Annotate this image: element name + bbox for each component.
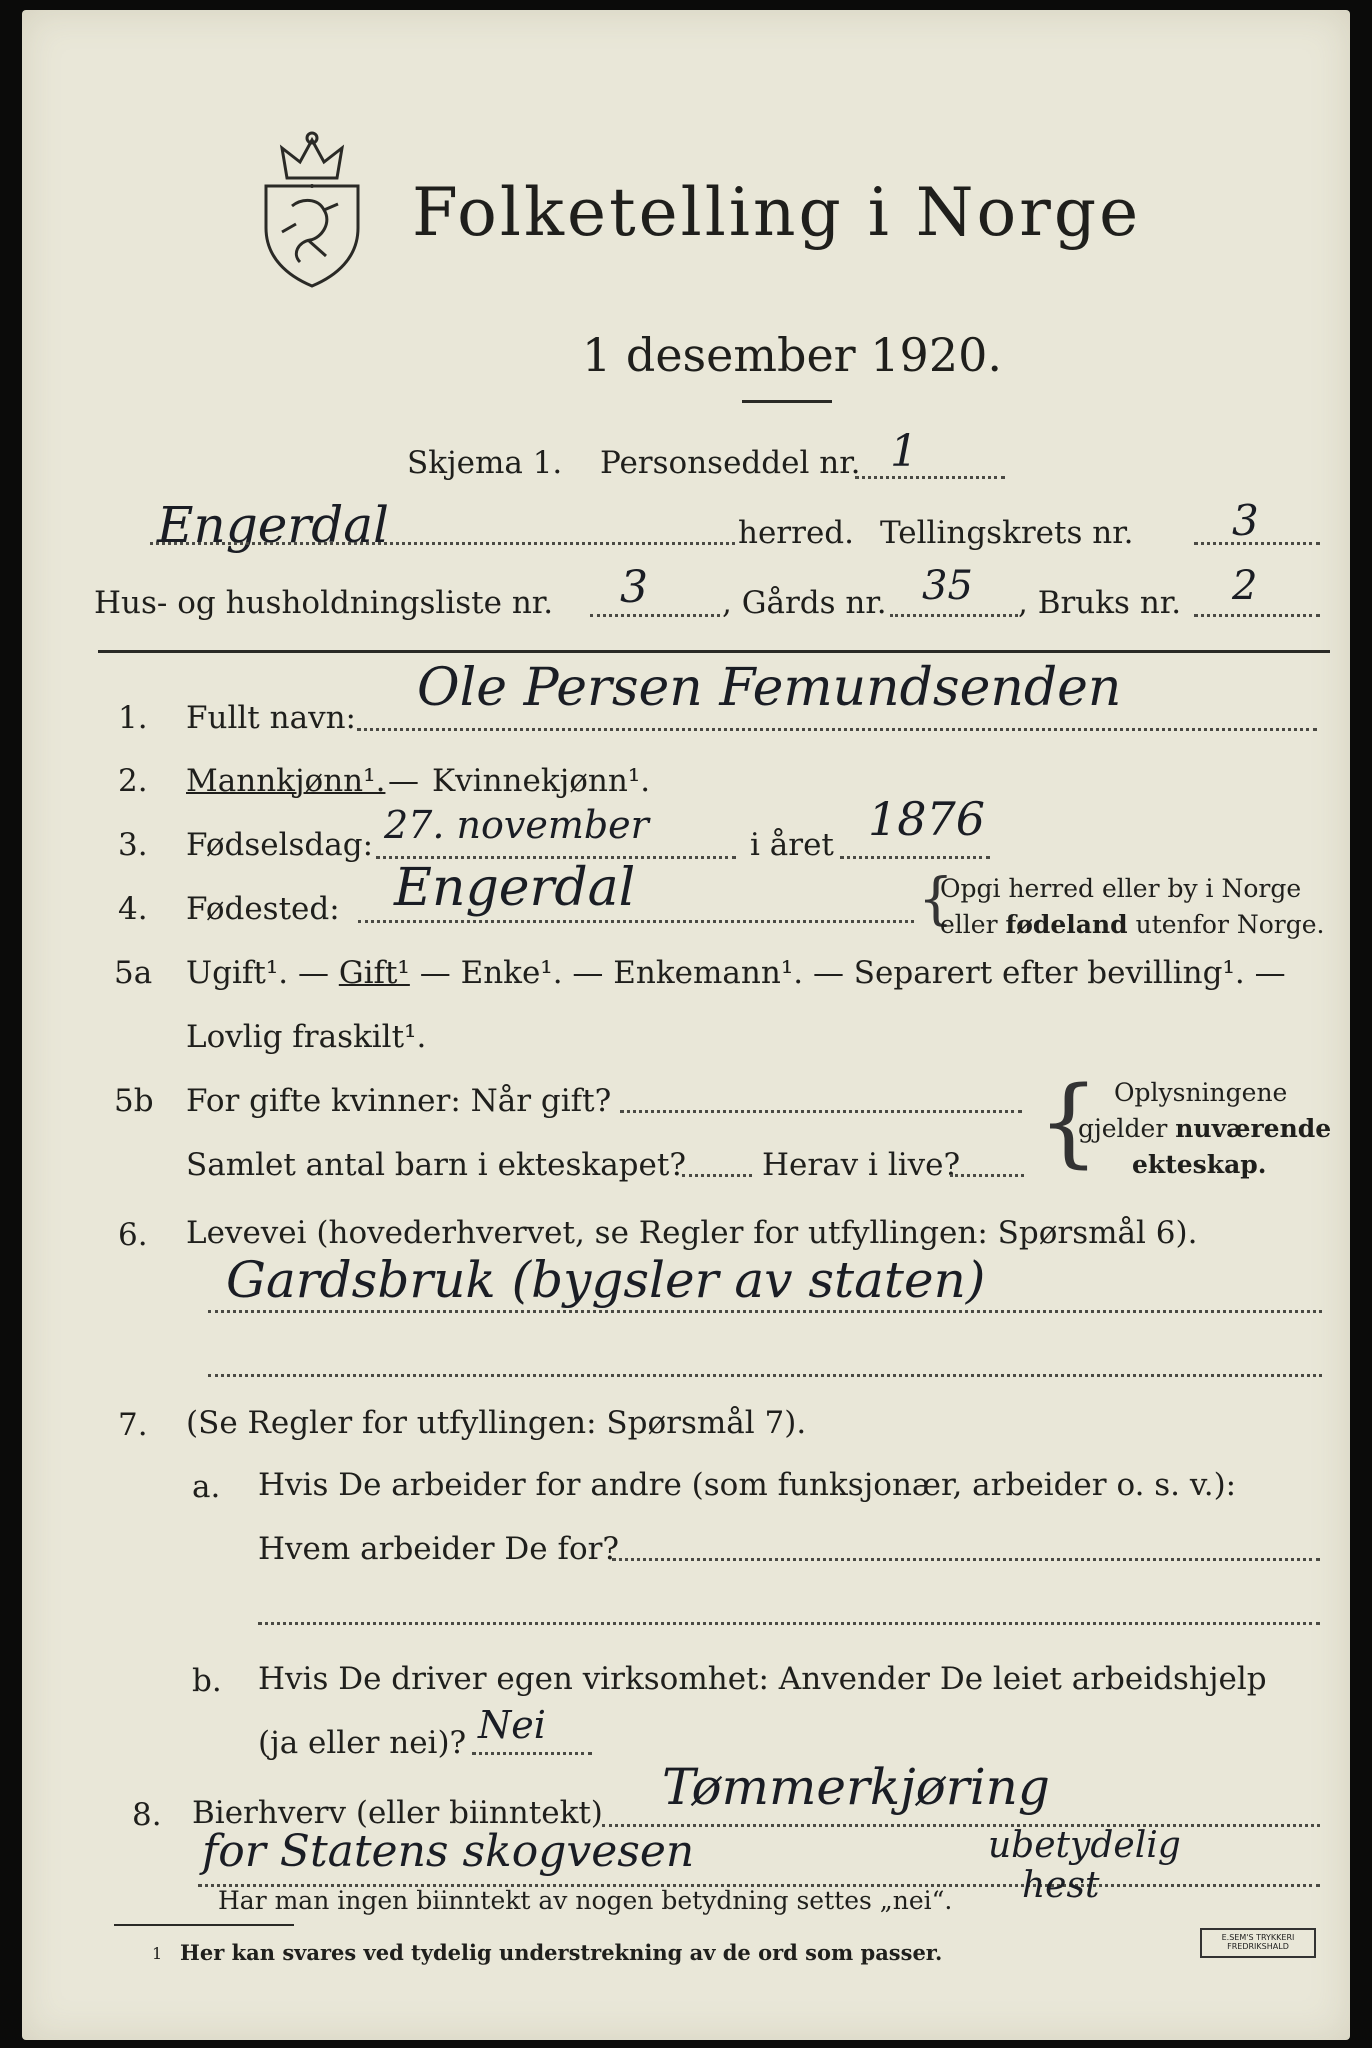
personseddel-value: 1 bbox=[890, 426, 918, 477]
q7b-value: Nei bbox=[478, 1703, 546, 1747]
q7a-text: Hvis De arbeider for andre (som funksjonær, arbeider o. s. v.): bbox=[258, 1467, 1237, 1503]
q8-number: 8. bbox=[132, 1797, 162, 1833]
q2-female: Kvinnekjønn¹. bbox=[432, 763, 651, 799]
census-form-page bbox=[22, 10, 1350, 2040]
norway-coat-of-arms-icon bbox=[252, 128, 372, 290]
skjema-label: Skjema 1. bbox=[407, 445, 563, 481]
form-date: 1 desember 1920. bbox=[582, 328, 1002, 382]
q5b-line1: For gifte kvinner: Når gift? bbox=[186, 1083, 612, 1119]
q2-sep: — bbox=[388, 763, 419, 799]
husliste-value: 3 bbox=[620, 562, 648, 613]
q3-year-label: i året bbox=[750, 827, 834, 863]
q8-value-2: for Statens skogvesen bbox=[202, 1826, 695, 1877]
q7b-line bbox=[472, 1752, 592, 1755]
q7-number: 7. bbox=[118, 1407, 148, 1443]
herred-line bbox=[150, 542, 735, 545]
q8-label: Bierhverv (eller biinntekt) bbox=[192, 1795, 603, 1831]
q5b-note-1: Oplysningene bbox=[1114, 1078, 1288, 1107]
q7b-question: (ja eller nei)? bbox=[258, 1725, 467, 1761]
q6-line-2 bbox=[208, 1374, 1322, 1377]
q4-line bbox=[358, 920, 914, 923]
q6-value: Gardsbruk (bygsler av staten) bbox=[226, 1251, 986, 1309]
footnote-mark: 1 bbox=[152, 1944, 163, 1963]
q1-value: Ole Persen Femundsenden bbox=[417, 658, 1122, 718]
q7a-letter: a. bbox=[192, 1469, 221, 1505]
bruks-label: , Bruks nr. bbox=[1018, 585, 1182, 621]
q5b-note-2: gjelder nuværende bbox=[1078, 1114, 1332, 1143]
herred-label: herred. bbox=[738, 515, 854, 551]
husliste-line bbox=[590, 614, 720, 617]
q5b-brace: { bbox=[1038, 1066, 1100, 1178]
q4-brace: { bbox=[918, 867, 954, 932]
q7b-letter: b. bbox=[192, 1663, 222, 1699]
form-title: Folketelling i Norge bbox=[412, 174, 1142, 251]
q6-number: 6. bbox=[118, 1217, 148, 1253]
q4-number: 4. bbox=[118, 891, 148, 927]
q1-line bbox=[357, 728, 1317, 731]
q7a-question: Hvem arbeider De for? bbox=[258, 1531, 620, 1567]
q1-label: Fullt navn: bbox=[186, 700, 356, 736]
q7a-line-2 bbox=[258, 1622, 1320, 1625]
q3-year-line bbox=[840, 856, 990, 859]
q7b-text: Hvis De driver egen virksomhet: Anvender De leiet arbeidshjelp bbox=[258, 1661, 1267, 1697]
printer-line-1: E.SEM'S TRYKKERI bbox=[1221, 1933, 1295, 1943]
gards-value: 35 bbox=[922, 563, 973, 609]
q4-value: Engerdal bbox=[394, 858, 636, 918]
printer-line-2: FREDRIKSHALD bbox=[1227, 1942, 1289, 1951]
title-divider bbox=[742, 400, 832, 403]
q8-value-4: hest bbox=[1022, 1865, 1100, 1906]
q5b-line1-fill bbox=[620, 1110, 1022, 1113]
gards-label: , Gårds nr. bbox=[722, 585, 887, 621]
q4-note-1: Opgi herred eller by i Norge bbox=[940, 874, 1302, 903]
q6-label: Levevei (hovederhvervet, se Regler for utfyllingen: Spørsmål 6). bbox=[186, 1215, 1198, 1251]
q2-male: Mannkjønn¹. bbox=[186, 763, 386, 799]
q5b-note-3: ekteskap. bbox=[1132, 1150, 1267, 1179]
q5a-gift: Gift¹ bbox=[338, 955, 410, 991]
q5a-line2: Lovlig fraskilt¹. bbox=[186, 1019, 427, 1055]
q5b-herav-fill bbox=[950, 1174, 1024, 1177]
q5a-number: 5a bbox=[114, 955, 153, 991]
q4-label: Fødested: bbox=[186, 891, 340, 927]
footnote-divider bbox=[114, 1924, 294, 1926]
q3-year-value: 1876 bbox=[868, 792, 986, 846]
q3-label: Fødselsdag: bbox=[186, 827, 374, 863]
printer-stamp bbox=[1200, 1928, 1316, 1958]
q5b-line2: Samlet antal barn i ekteskapet? bbox=[186, 1147, 686, 1183]
q7-label: (Se Regler for utfyllingen: Spørsmål 7). bbox=[186, 1405, 807, 1441]
q4-note-2: eller fødeland utenfor Norge. bbox=[940, 910, 1325, 939]
q7a-line-1 bbox=[612, 1558, 1320, 1561]
tellingskrets-value: 3 bbox=[1232, 496, 1259, 545]
q5b-herav: Herav i live? bbox=[762, 1147, 961, 1183]
q8-value-1: Tømmerkjøring bbox=[662, 1758, 1050, 1816]
bruks-value: 2 bbox=[1232, 563, 1258, 609]
q5b-number: 5b bbox=[114, 1083, 154, 1119]
q3-number: 3. bbox=[118, 827, 148, 863]
bruks-line bbox=[1194, 614, 1320, 617]
section-divider bbox=[98, 650, 1330, 653]
q5a-line1: Ugift¹. — Gift¹ — Enke¹. — Enkemann¹. — Separert efter bevilling¹. — bbox=[186, 955, 1286, 991]
personseddel-line bbox=[855, 476, 1005, 479]
q8-value-3: ubetydelig bbox=[988, 1825, 1181, 1866]
q2-number: 2. bbox=[118, 763, 148, 799]
footnote-text: Her kan svares ved tydelig understrekning av de ord som passer. bbox=[180, 1940, 943, 1965]
q5b-line2-fill bbox=[682, 1174, 752, 1177]
q3-value: 27. november bbox=[384, 803, 649, 847]
gards-line bbox=[890, 614, 1018, 617]
q6-line-1 bbox=[208, 1310, 1322, 1313]
personseddel-label: Personseddel nr. bbox=[600, 445, 861, 481]
q1-number: 1. bbox=[118, 700, 148, 736]
q8-note: Har man ingen biinntekt av nogen betydning settes „nei“. bbox=[218, 1886, 953, 1915]
herred-value: Engerdal bbox=[157, 496, 390, 554]
husliste-label: Hus- og husholdningsliste nr. bbox=[94, 585, 554, 621]
q8-line-1 bbox=[602, 1824, 1320, 1827]
tellingskrets-label: Tellingskrets nr. bbox=[880, 515, 1134, 551]
